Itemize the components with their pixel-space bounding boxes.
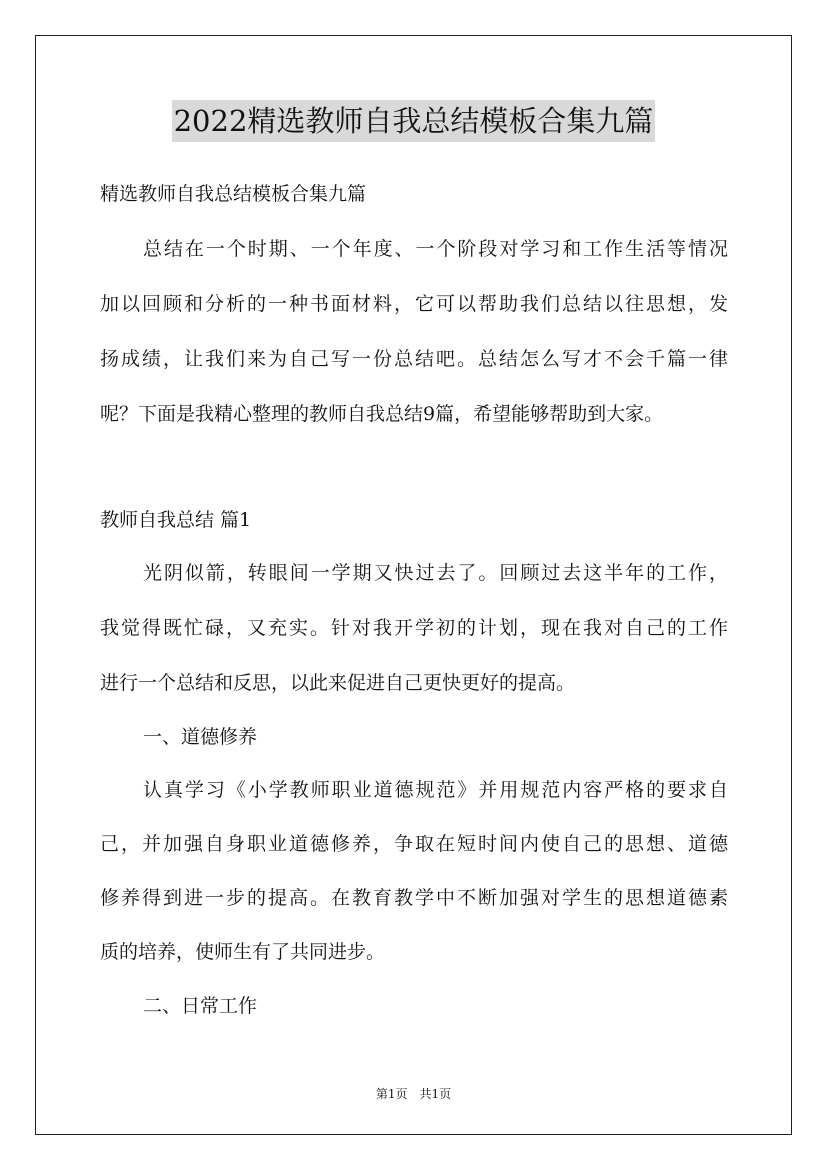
intro-line-4: 呢？下面是我精心整理的教师自我总结9篇，希望能够帮助到大家。 — [100, 403, 664, 425]
para2-line-3: 修养得到进一步的提高。在教育教学中不断加强对学生的思想道德素 — [100, 887, 728, 909]
subheading-morality: 一、道德修养 — [143, 726, 258, 748]
page-footer: 第1页 共1页 — [375, 1087, 452, 1101]
para1-line-3: 进行一个总结和反思，以此来促进自己更快更好的提高。 — [100, 672, 576, 694]
section-heading: 教师自我总结 篇1 — [100, 509, 252, 531]
intro-line-2: 加以回顾和分析的一种书面材料，它可以帮助我们总结以往思想，发 — [100, 293, 728, 315]
para2-line-1: 认真学习《小学教师职业道德规范》并用规范内容严格的要求自 — [143, 779, 728, 801]
para1-line-1: 光阴似箭，转眼间一学期又快过去了。回顾过去这半年的工作， — [143, 562, 728, 584]
document-subtitle: 精选教师自我总结模板合集九篇 — [100, 183, 367, 205]
document-title: 2022精选教师自我总结模板合集九篇 — [172, 100, 656, 142]
para2-line-4: 质的培养，使师生有了共同进步。 — [100, 941, 386, 963]
subheading-daily-work: 二、日常工作 — [143, 995, 258, 1017]
intro-line-3: 扬成绩，让我们来为自己写一份总结吧。总结怎么写才不会千篇一律 — [100, 348, 728, 370]
intro-line-1: 总结在一个时期、一个年度、一个阶段对学习和工作生活等情况 — [143, 238, 728, 260]
para1-line-2: 我觉得既忙碌，又充实。针对我开学初的计划，现在我对自己的工作 — [100, 617, 728, 639]
para2-line-2: 己，并加强自身职业道德修养，争取在短时间内使自己的思想、道德 — [100, 833, 728, 855]
